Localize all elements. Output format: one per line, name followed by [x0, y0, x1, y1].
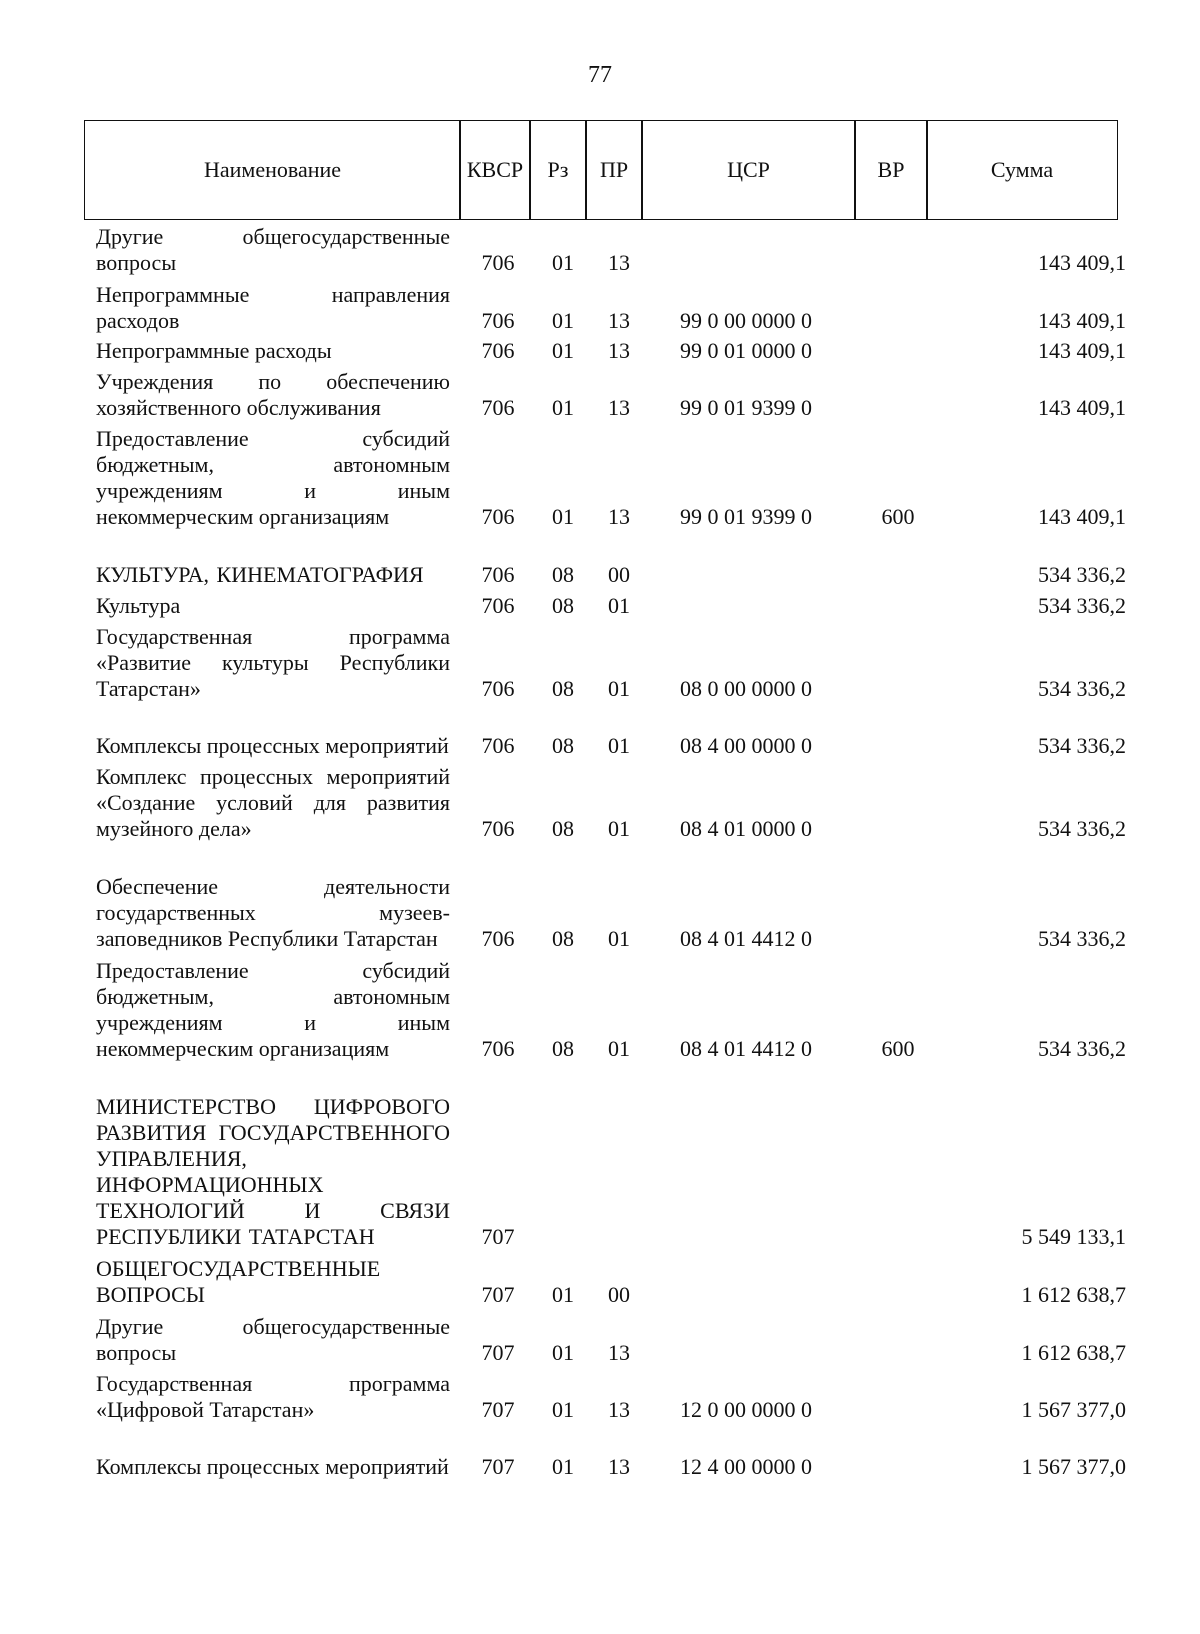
row-sum: 1 612 638,7 — [1021, 1282, 1126, 1307]
row-vr: 600 — [881, 504, 915, 529]
row-kvsr: 707 — [481, 1340, 515, 1365]
row-sum: 534 336,2 — [1038, 733, 1126, 758]
row-name: КУЛЬТУРА, КИНЕМАТОГРАФИЯ — [96, 562, 424, 587]
row-name: Учреждения по обеспечению хозяйственного обслуживания — [96, 369, 450, 420]
table-row — [0, 1428, 1200, 1480]
row-name: Государственная программа «Цифровой Татарстан» — [96, 1371, 450, 1422]
row-name: Обеспечение деятельности государственных музеев-заповедников Республики Татарстан — [96, 874, 450, 951]
header-sum: Сумма — [926, 120, 1118, 220]
row-sum: 534 336,2 — [1038, 593, 1126, 618]
row-pr: 13 — [608, 338, 630, 363]
row-kvsr: 706 — [481, 676, 515, 701]
row-kvsr: 706 — [481, 250, 515, 275]
table-row — [0, 338, 1200, 364]
row-pr: 01 — [608, 926, 630, 951]
row-pr: 01 — [608, 1036, 630, 1061]
header-pr: ПР — [585, 120, 643, 220]
row-name: Культура — [96, 593, 181, 618]
row-rz: 01 — [552, 1397, 574, 1422]
table-row — [0, 282, 1200, 334]
row-rz: 01 — [552, 308, 574, 333]
row-pr: 13 — [608, 1340, 630, 1365]
row-name: МИНИСТЕРСТВО ЦИФРОВОГО РАЗВИТИЯ ГОСУДАРСТВЕННОГО УПРАВЛЕНИЯ, ИНФОРМАЦИОННЫХ ТЕХНОЛОГИЙ И СВЯЗИ РЕСПУБЛИКИ ТАТАРСТАН — [96, 1094, 450, 1249]
row-sum: 143 409,1 — [1038, 308, 1126, 333]
row-name: Непрограммные направления расходов — [96, 282, 450, 333]
row-name: Другие общегосударственные вопросы — [96, 1314, 450, 1365]
row-rz: 01 — [552, 250, 574, 275]
header-vr: ВР — [854, 120, 928, 220]
row-kvsr: 706 — [481, 816, 515, 841]
row-name: Государственная программа «Развитие культуры Республики Татарстан» — [96, 624, 450, 701]
row-rz: 01 — [552, 1340, 574, 1365]
row-rz: 01 — [552, 504, 574, 529]
row-sum: 534 336,2 — [1038, 926, 1126, 951]
row-csr: 08 0 00 0000 0 — [680, 676, 812, 701]
row-kvsr: 706 — [481, 562, 515, 587]
row-rz: 01 — [552, 395, 574, 420]
row-csr: 08 4 00 0000 0 — [680, 733, 812, 758]
row-name: Предоставление субсидий бюджетным, автономным учреждениям и иным некоммерческим организациям — [96, 426, 450, 529]
row-csr: 99 0 01 9399 0 — [680, 504, 812, 529]
page-number: 77 — [588, 62, 612, 88]
row-name: Комплексы процессных мероприятий — [96, 733, 449, 758]
header-name: Наименование — [84, 120, 461, 220]
row-kvsr: 706 — [481, 504, 515, 529]
table-row — [0, 593, 1200, 619]
table-row — [0, 958, 1200, 1062]
header-rz: Рз — [529, 120, 587, 220]
row-rz: 08 — [552, 562, 574, 587]
row-sum: 1 612 638,7 — [1021, 1340, 1126, 1365]
row-kvsr: 706 — [481, 395, 515, 420]
row-rz: 08 — [552, 593, 574, 618]
table-row — [0, 224, 1200, 276]
row-pr: 13 — [608, 395, 630, 420]
row-pr: 01 — [608, 733, 630, 758]
row-kvsr: 707 — [481, 1454, 515, 1479]
row-csr: 08 4 01 4412 0 — [680, 1036, 812, 1061]
row-csr: 12 0 00 0000 0 — [680, 1397, 812, 1422]
row-pr: 00 — [608, 562, 630, 587]
row-sum: 143 409,1 — [1038, 250, 1126, 275]
row-rz: 08 — [552, 733, 574, 758]
table-row — [0, 536, 1200, 588]
table-row — [0, 369, 1200, 421]
row-pr: 13 — [608, 1454, 630, 1479]
row-csr: 08 4 01 4412 0 — [680, 926, 812, 951]
row-sum: 143 409,1 — [1038, 338, 1126, 363]
row-kvsr: 706 — [481, 338, 515, 363]
row-rz: 01 — [552, 1454, 574, 1479]
header-csr: ЦСР — [641, 120, 856, 220]
row-csr: 99 0 01 9399 0 — [680, 395, 812, 420]
row-csr: 08 4 01 0000 0 — [680, 816, 812, 841]
table-row — [0, 624, 1200, 702]
row-name: ОБЩЕГОСУДАРСТВЕННЫЕ ВОПРОСЫ — [96, 1256, 381, 1307]
row-rz: 01 — [552, 338, 574, 363]
row-sum: 1 567 377,0 — [1021, 1397, 1126, 1422]
row-pr: 00 — [608, 1282, 630, 1307]
row-rz: 08 — [552, 926, 574, 951]
header-kvsr: КВСР — [459, 120, 531, 220]
row-kvsr: 706 — [481, 733, 515, 758]
row-kvsr: 707 — [481, 1224, 515, 1249]
row-pr: 13 — [608, 1397, 630, 1422]
row-sum: 143 409,1 — [1038, 395, 1126, 420]
table-row — [0, 1371, 1200, 1423]
row-sum: 534 336,2 — [1038, 676, 1126, 701]
row-name: Комплексы процессных мероприятий — [96, 1454, 449, 1479]
row-rz: 08 — [552, 676, 574, 701]
row-rz: 01 — [552, 1282, 574, 1307]
row-kvsr: 706 — [481, 593, 515, 618]
row-pr: 13 — [608, 308, 630, 333]
row-sum: 534 336,2 — [1038, 562, 1126, 587]
row-kvsr: 706 — [481, 308, 515, 333]
row-pr: 13 — [608, 250, 630, 275]
table-row — [0, 1256, 1200, 1308]
row-sum: 534 336,2 — [1038, 816, 1126, 841]
row-csr: 12 4 00 0000 0 — [680, 1454, 812, 1479]
row-sum: 1 567 377,0 — [1021, 1454, 1126, 1479]
table-row — [0, 426, 1200, 530]
row-name: Комплекс процессных мероприятий «Создание условий для развития музейного дела» — [96, 764, 450, 841]
row-sum: 534 336,2 — [1038, 1036, 1126, 1061]
row-rz: 08 — [552, 1036, 574, 1061]
row-pr: 01 — [608, 676, 630, 701]
row-sum: 143 409,1 — [1038, 504, 1126, 529]
row-vr: 600 — [881, 1036, 915, 1061]
row-kvsr: 707 — [481, 1282, 515, 1307]
row-rz: 08 — [552, 816, 574, 841]
table-row — [0, 848, 1200, 952]
row-csr: 99 0 01 0000 0 — [680, 338, 812, 363]
row-csr: 99 0 00 0000 0 — [680, 308, 812, 333]
table-row — [0, 707, 1200, 759]
row-pr: 01 — [608, 593, 630, 618]
row-name: Предоставление субсидий бюджетным, автономным учреждениям и иным некоммерческим организациям — [96, 958, 450, 1061]
row-name: Непрограммные расходы — [96, 338, 332, 363]
row-pr: 13 — [608, 504, 630, 529]
table-row — [0, 1068, 1200, 1250]
row-sum: 5 549 133,1 — [1021, 1224, 1126, 1249]
table-row — [0, 1314, 1200, 1366]
row-pr: 01 — [608, 816, 630, 841]
row-kvsr: 707 — [481, 1397, 515, 1422]
row-kvsr: 706 — [481, 1036, 515, 1061]
row-kvsr: 706 — [481, 926, 515, 951]
table-row — [0, 764, 1200, 842]
row-name: Другие общегосударственные вопросы — [96, 224, 450, 275]
